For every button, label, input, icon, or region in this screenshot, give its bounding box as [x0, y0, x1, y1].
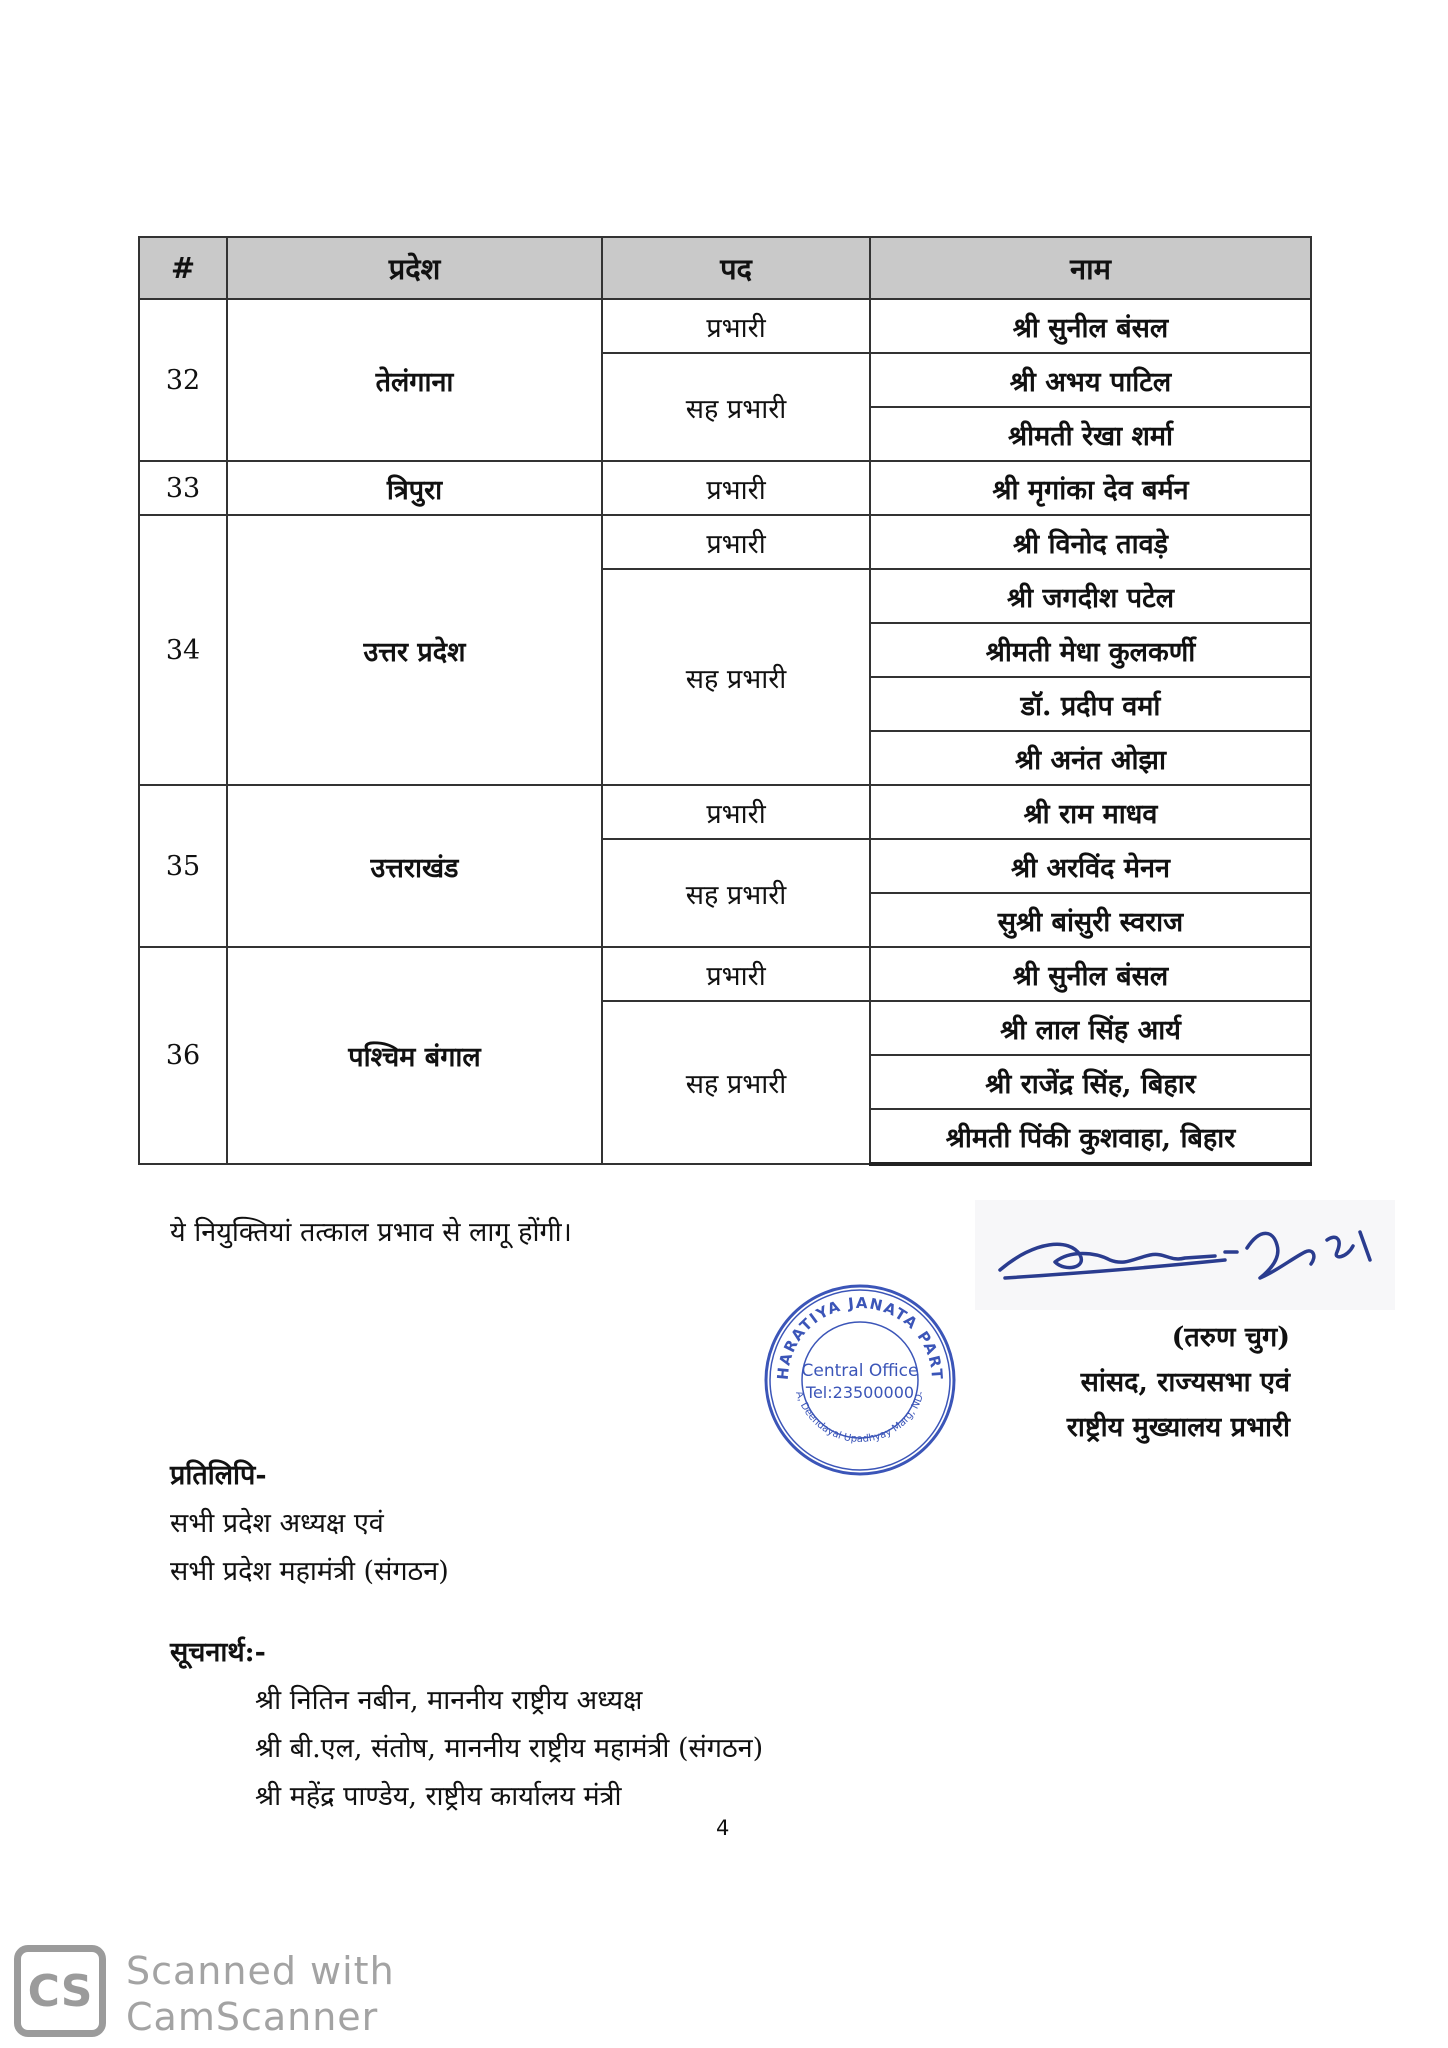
person-name: श्री सुनील बंसल — [870, 299, 1311, 353]
post-title: प्रभारी — [602, 461, 870, 515]
camscanner-logo-text: CS — [27, 1965, 93, 2017]
person-name: श्रीमती मेधा कुलकर्णी — [870, 623, 1311, 677]
person-name: श्री विनोद तावड़े — [870, 515, 1311, 569]
person-name: श्री सुनील बंसल — [870, 947, 1311, 1001]
info-heading: सूचनार्थ:- — [170, 1637, 266, 1668]
post-title: प्रभारी — [602, 947, 870, 1001]
watermark-line-1: Scanned with — [126, 1949, 395, 1993]
state-name: पश्चिम बंगाल — [227, 947, 602, 1164]
camscanner-watermark — [126, 1948, 395, 2040]
stamp-ring-text: HARATIYA JANATA PART — [773, 1293, 947, 1382]
info-line: श्री नितिन नबीन, माननीय राष्ट्रीय अध्यक्ष — [255, 1685, 643, 1716]
row-number: 33 — [139, 461, 227, 515]
person-name: डॉ. प्रदीप वर्मा — [870, 677, 1311, 731]
person-name: श्री अभय पाटिल — [870, 353, 1311, 407]
signatory-name: (तरुण चुग) — [1171, 1322, 1290, 1353]
row-number: 36 — [139, 947, 227, 1164]
table-row — [139, 785, 1311, 839]
stamp-address-text: A, Deendayal Upadhyay Marg, ND- — [793, 1389, 927, 1445]
person-name: श्री राजेंद्र सिंह, बिहार — [870, 1055, 1311, 1109]
table-row — [139, 947, 1311, 1001]
header-name: नाम — [870, 237, 1311, 299]
stamp-line-1: Central Office — [801, 1361, 919, 1381]
header-number: # — [139, 237, 227, 299]
camscanner-logo — [14, 1945, 106, 2037]
table-row — [139, 461, 1311, 515]
post-title: प्रभारी — [602, 299, 870, 353]
person-name: श्री मृगांका देव बर्मन — [870, 461, 1311, 515]
person-name: श्री राम माधव — [870, 785, 1311, 839]
post-title: सह प्रभारी — [602, 1001, 870, 1164]
person-name: श्रीमती पिंकी कुशवाहा, बिहार — [870, 1109, 1311, 1164]
post-title: प्रभारी — [602, 515, 870, 569]
person-name: श्री अरविंद मेनन — [870, 839, 1311, 893]
header-state: प्रदेश — [227, 237, 602, 299]
handwritten-signature — [975, 1200, 1395, 1310]
state-name: उत्तर प्रदेश — [227, 515, 602, 785]
copy-line: सभी प्रदेश अध्यक्ष एवं — [170, 1508, 384, 1539]
state-name: तेलंगाना — [227, 299, 602, 461]
table-row — [139, 299, 1311, 353]
person-name: श्री जगदीश पटेल — [870, 569, 1311, 623]
watermark-line-2: CamScanner — [126, 1995, 379, 2039]
copy-heading: प्रतिलिपि- — [170, 1460, 267, 1491]
post-title: सह प्रभारी — [602, 839, 870, 947]
post-title: प्रभारी — [602, 785, 870, 839]
signatory-title-1: सांसद, राज्यसभा एवं — [1080, 1367, 1290, 1398]
row-number: 32 — [139, 299, 227, 461]
copy-line: सभी प्रदेश महामंत्री (संगठन) — [170, 1556, 449, 1587]
person-name: सुश्री बांसुरी स्वराज — [870, 893, 1311, 947]
row-number: 35 — [139, 785, 227, 947]
person-name: श्री अनंत ओझा — [870, 731, 1311, 785]
row-number: 34 — [139, 515, 227, 785]
signatory-title-2: राष्ट्रीय मुख्यालय प्रभारी — [1066, 1412, 1290, 1443]
info-line: श्री महेंद्र पाण्डेय, राष्ट्रीय कार्यालय मंत्री — [255, 1781, 622, 1812]
post-title: सह प्रभारी — [602, 353, 870, 461]
table-row — [139, 515, 1311, 569]
stamp-line-2: Tel:23500000 — [805, 1383, 915, 1402]
table-header-row — [139, 237, 1311, 299]
state-name: त्रिपुरा — [227, 461, 602, 515]
appointments-table — [138, 236, 1312, 1166]
person-name: श्री लाल सिंह आर्य — [870, 1001, 1311, 1055]
effective-note: ये नियुक्तियां तत्काल प्रभाव से लागू होंगी। — [170, 1217, 572, 1248]
page-number: 4 — [716, 1816, 730, 1840]
party-office-stamp — [762, 1282, 958, 1478]
header-post: पद — [602, 237, 870, 299]
info-line: श्री बी.एल, संतोष, माननीय राष्ट्रीय महामंत्री (संगठन) — [255, 1733, 764, 1764]
person-name: श्रीमती रेखा शर्मा — [870, 407, 1311, 461]
post-title: सह प्रभारी — [602, 569, 870, 785]
state-name: उत्तराखंड — [227, 785, 602, 947]
signatory-block — [960, 1315, 1290, 1450]
